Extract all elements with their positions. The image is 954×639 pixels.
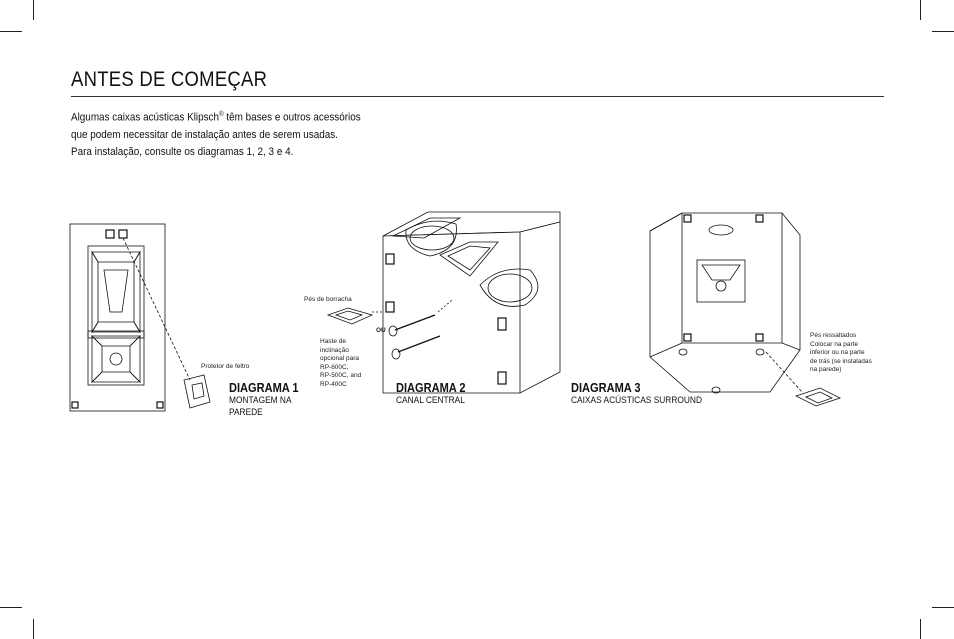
intro-line-1-rest: têm bases e outros acessórios bbox=[223, 111, 361, 124]
callout-line: Colocar na parte bbox=[810, 340, 859, 348]
center-speaker-illustration bbox=[328, 212, 560, 393]
wall-speaker-illustration bbox=[70, 224, 210, 411]
diagram-2-subtitle bbox=[396, 395, 465, 407]
diagram-3-subtitle-line: CAIXAS ACÚSTICAS SURROUND bbox=[571, 395, 703, 406]
diagram-3-title: DIAGRAMA 3 bbox=[571, 380, 641, 395]
intro-line-3: Para instalação, consulte os diagramas 1, 2, 3 e 4. bbox=[71, 145, 294, 158]
surround-speaker-illustration bbox=[650, 213, 840, 406]
callout-line: Pés ressaltados bbox=[810, 332, 857, 339]
callout-line: na parede) bbox=[810, 366, 842, 373]
callout-line: inferior ou na parte bbox=[810, 349, 865, 356]
or-label: OU bbox=[376, 327, 386, 334]
diagram-1-subtitle-line: PAREDE bbox=[229, 407, 263, 418]
diagram-2-subtitle-line: CANAL CENTRAL bbox=[396, 395, 465, 406]
diagram-1-subtitle-line: MONTAGEM NA bbox=[229, 395, 292, 406]
diagram-1-subtitle bbox=[229, 395, 292, 419]
callout-line: RP-600C, bbox=[320, 363, 349, 371]
callout-line: RP-400C bbox=[320, 380, 347, 388]
tilt-rod-callout bbox=[320, 338, 361, 389]
bumper-feet-callout bbox=[810, 332, 872, 375]
felt-protector-callout: Protetor de feltro bbox=[201, 363, 250, 370]
rubber-feet-callout: Pés de borracha bbox=[304, 296, 352, 303]
callout-line: RP-500C, and bbox=[320, 372, 362, 379]
callout-line: inclinação bbox=[320, 346, 349, 354]
callout-line: Haste de bbox=[320, 338, 347, 345]
registered-mark: ® bbox=[219, 111, 224, 118]
diagram-1-title: DIAGRAMA 1 bbox=[229, 380, 299, 395]
callout-line: opcional para bbox=[320, 355, 360, 362]
callout-line: de trás (se instaladas bbox=[810, 357, 872, 365]
diagram-2-title: DIAGRAMA 2 bbox=[396, 380, 466, 395]
page-title: ANTES DE COMEÇAR bbox=[71, 68, 268, 91]
diagram-3-subtitle bbox=[571, 395, 702, 407]
intro-line-1: Algumas caixas acústicas Klipsch bbox=[71, 111, 220, 124]
intro-line-2: que podem necessitar de instalação antes de serem usadas. bbox=[71, 128, 338, 141]
